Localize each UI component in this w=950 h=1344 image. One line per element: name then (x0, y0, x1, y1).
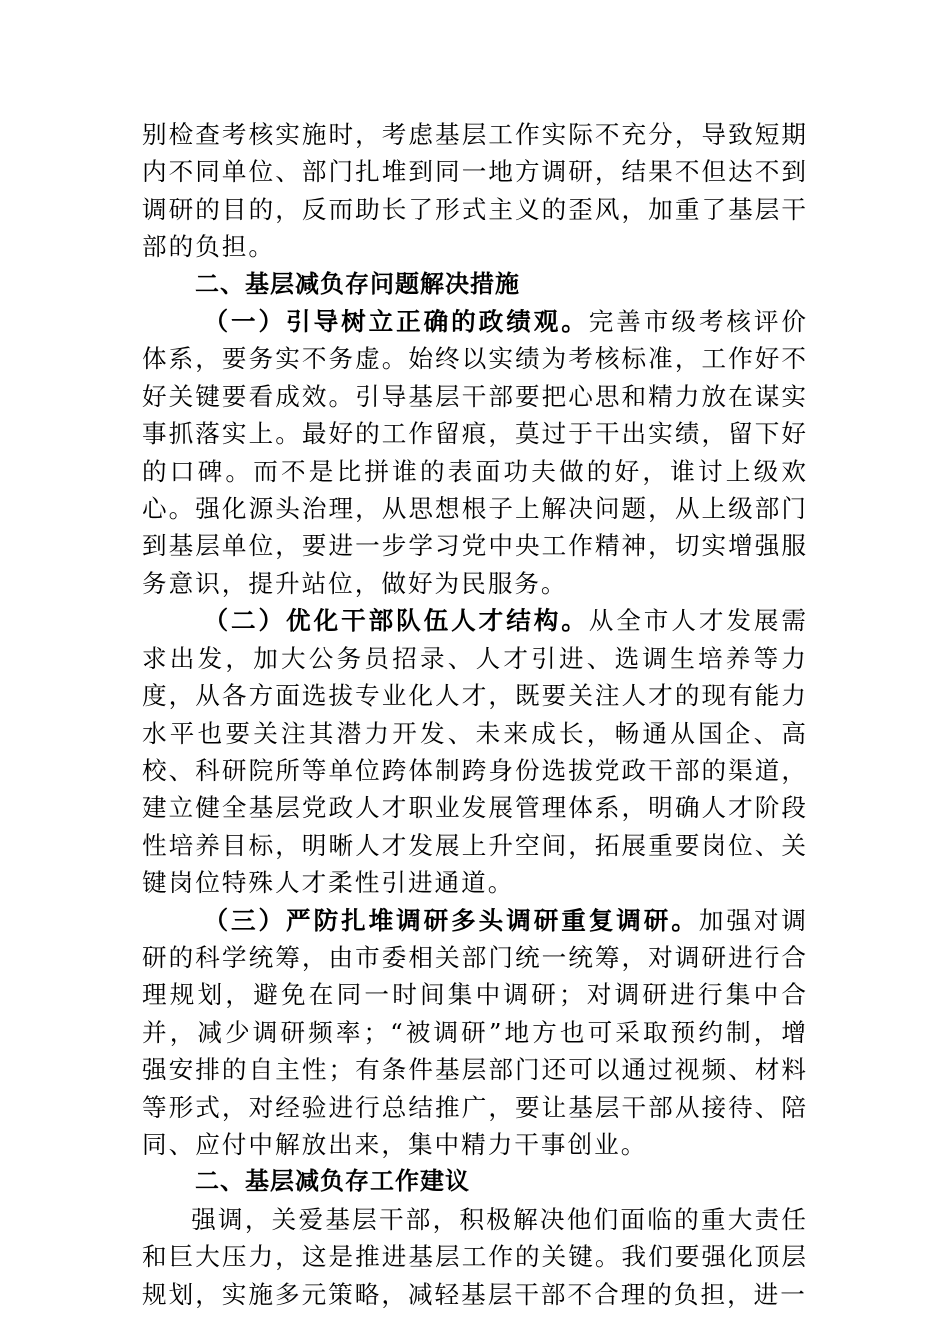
item-3-body: 加强对调研的科学统筹，由市委相关部门统一统筹，对调研进行合理规划，避免在同一时间集中调研；对调研进行集中合并，减少调研频率；“被调研”地方也可采取预约制，增强安排的自主性；有条件基层部门还可以通过视频、材料等形式，对经验进行总结推广，要让基层干部从接待、陪同、应付中解放出来，集中精力干事创业。 (142, 905, 808, 1159)
paragraph-final: 强调，关爱基层干部，积极解决他们面临的重大责任和巨大压力，这是推进基层工作的关键。我们要强化顶层规划，实施多元策略，减轻基层干部不合理的负担，进一 (142, 1204, 808, 1309)
section-heading-suggestions: 二、基层减负存工作建议 (195, 1167, 470, 1196)
paragraph-item-3 (142, 902, 808, 1164)
item-1-lead: （一）引导树立正确的政绩观。 (203, 307, 589, 337)
item-3-lead: （三）严防扎堆调研多头调研重复调研。 (203, 905, 699, 935)
paragraph-item-2 (142, 602, 808, 901)
item-2-body: 从全市人才发展需求出发，加大公务员招录、人才引进、选调生培养等力度，从各方面选拔专业化人才，既要关注人才的现有能力水平也要关注其潜力开发、未来成长，畅通从国企、高校、科研院所等单位跨体制跨身份选拔党政干部的渠道，建立健全基层党政人才职业发展管理体系，明确人才阶段性培养目标，明晰人才发展上升空间，拓展重要岗位、关键岗位特殊人才柔性引进通道。 (142, 606, 808, 898)
item-2-lead: （二）优化干部队伍人才结构。 (203, 606, 589, 636)
section-heading-measures: 二、基层减负存问题解决措施 (195, 269, 520, 298)
paragraph-continuation: 别检查考核实施时，考虑基层工作实际不充分，导致短期内不同单位、部门扎堆到同一地方调研，结果不但达不到调研的目的，反而助长了形式主义的歪风，加重了基层干部的负担。 (142, 120, 808, 262)
paragraph-item-1 (142, 303, 808, 602)
item-1-body: 完善市级考核评价体系，要务实不务虚。始终以实绩为考核标准，工作好不好关键要看成效。引导基层干部要把心思和精力放在谋实事抓落实上。最好的工作留痕，莫过于干出实绩，留下好的口碑。而不是比拼谁的表面功夫做的好，谁讨上级欢心。强化源头治理，从思想根子上解决问题，从上级部门到基层单位，要进一步学习党中央工作精神，切实增强服务意识，提升站位，做好为民服务。 (142, 307, 808, 598)
